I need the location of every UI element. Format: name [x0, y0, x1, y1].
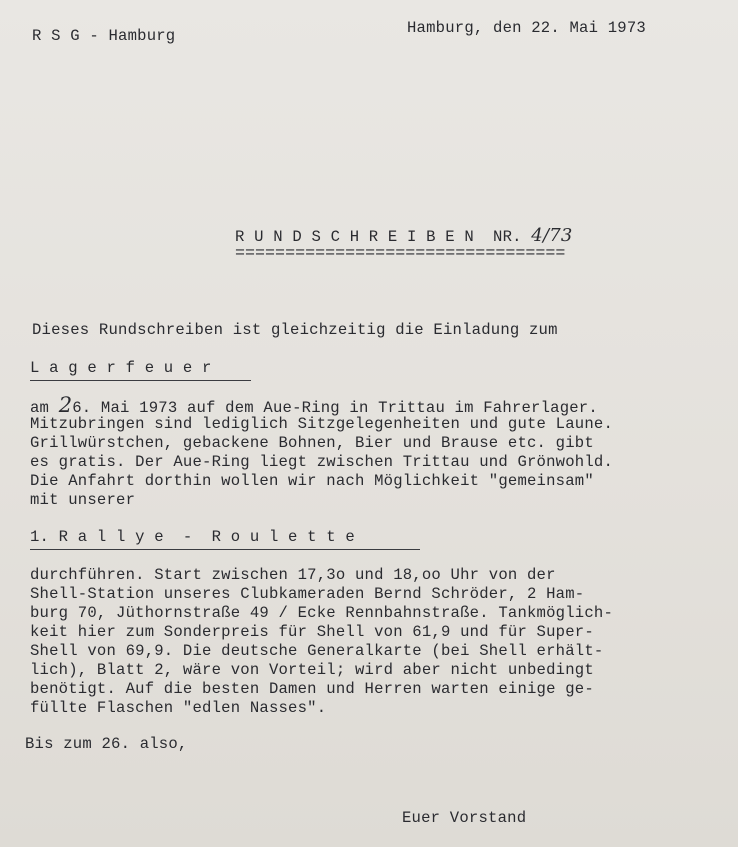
signature-line: Euer Vorstand [402, 809, 527, 827]
paragraph-line: Grillwürstchen, gebackene Bohnen, Bier und Brause etc. gibt [30, 434, 594, 452]
closing-line: Bis zum 26. also, [25, 735, 188, 753]
heading-lagerfeuer: L a g e r f e u e r [30, 359, 212, 377]
paragraph-line: mit unserer [30, 491, 136, 509]
title-prefix: R U N D S C H R E I B E N NR. [235, 228, 532, 246]
title-double-underline: ================================= [235, 244, 566, 262]
paragraph-line: füllte Flaschen "edlen Nasses". [30, 699, 327, 717]
paragraph-line: Shell-Station unseres Clubkameraden Bernd Schröder, 2 Ham- [30, 585, 585, 603]
heading-rallye-roulette-underline [30, 549, 420, 550]
title-number: 4/73 [531, 225, 573, 246]
paragraph-line: durchführen. Start zwischen 17,3o und 18,oo Uhr von der [30, 566, 556, 584]
heading-lagerfeuer-underline [30, 380, 251, 381]
paragraph-line: lich), Blatt 2, wäre von Vorteil; wird aber nicht unbedingt [30, 661, 594, 679]
sender-line: R S G - Hamburg [32, 27, 176, 45]
paragraph-line: burg 70, Jüthornstraße 49 / Ecke Rennbahnstraße. Tankmöglich- [30, 604, 614, 622]
paragraph-line: Shell von 69,9. Die deutsche Generalkarte (bei Shell erhält- [30, 642, 604, 660]
paragraph-line: benötigt. Auf die besten Damen und Herren warten einige ge- [30, 680, 594, 698]
intro-line: Dieses Rundschreiben ist gleichzeitig die Einladung zum [32, 321, 558, 339]
heading-rallye-roulette: 1. R a l l y e - R o u l e t t e [30, 528, 355, 546]
first-line-prefix: am [30, 399, 59, 417]
paragraph-line: Mitzubringen sind lediglich Sitzgelegenheiten und gute Laune. [30, 415, 614, 433]
first-line-rest: 6. Mai 1973 auf dem Aue-Ring in Trittau im Fahrerlager. [72, 399, 598, 417]
paragraph-line: Die Anfahrt dorthin wollen wir nach Möglichkeit "gemeinsam" [30, 472, 594, 490]
handwritten-day-digit: 2 [58, 393, 73, 417]
place-date-line: Hamburg, den 22. Mai 1973 [407, 19, 646, 37]
paragraph-line: es gratis. Der Aue-Ring liegt zwischen Trittau und Grönwohld. [30, 453, 614, 471]
paragraph-line: keit hier zum Sonderpreis für Shell von 61,9 und für Super- [30, 623, 594, 641]
